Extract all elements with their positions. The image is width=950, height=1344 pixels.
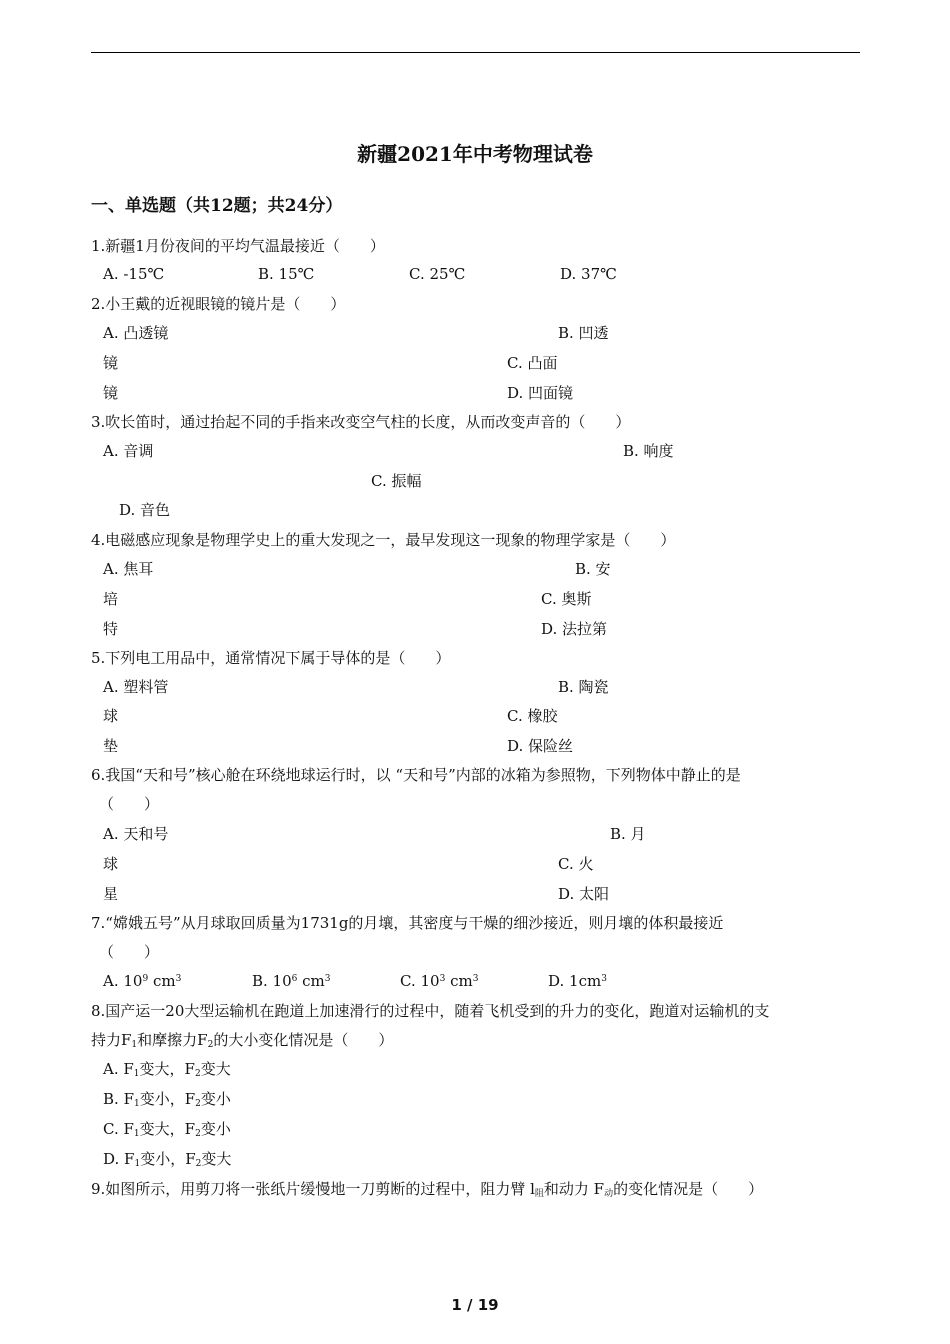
question-3-option-c: C. 振幅: [371, 472, 422, 490]
question-6-stem: 6.我国“天和号”核心舱在环绕地球运行时，以 “天和号”内部的冰箱为参照物，下列物体中静止的是: [91, 766, 741, 784]
question-4-option-c: C. 奥斯: [541, 590, 592, 608]
question-7-stem: 7.“嫦娥五号”从月球取回质量为1731g的月壤，其密度与干燥的细沙接近，则月壤的体积最接近: [91, 914, 724, 932]
page-number: 1 / 19: [451, 1296, 499, 1314]
question-6-option-b: B. 月: [610, 825, 646, 843]
question-5-option-b: B. 陶瓷: [558, 678, 609, 696]
section-heading: 一、单选题（共12题；共24分）: [91, 196, 343, 216]
question-3-stem: 3.吹长笛时，通过抬起不同的手指来改变空气柱的长度，从而改变声音的（ ）: [91, 413, 631, 431]
question-1-stem: 1.新疆1月份夜间的平均气温最接近（ ）: [91, 237, 385, 255]
question-4-option-d: D. 法拉第: [541, 620, 608, 638]
header-rule: [91, 52, 860, 53]
question-6-option-c-wrap: 星: [103, 885, 119, 903]
question-2-stem: 2.小王戴的近视眼镜的镜片是（ ）: [91, 295, 346, 313]
question-8-stem: 8.国产运一20大型运输机在跑道上加速滑行的过程中，随着飞机受到的升力的变化，跑道对运输机的支: [91, 1002, 770, 1020]
question-5-option-c-wrap: 垫: [103, 737, 119, 755]
question-5-option-a: A. 塑料管: [103, 678, 169, 696]
question-2-option-b: B. 凹透: [558, 324, 609, 342]
question-2-option-c: C. 凸面: [507, 354, 558, 372]
question-2-option-d: D. 凹面镜: [507, 384, 574, 402]
question-1-option-a: A. -15℃: [103, 265, 165, 283]
question-8-option-b: B. $F_1$变小，$F_2$变小: [103, 1090, 231, 1109]
question-5-option-b-wrap: 球: [103, 707, 119, 725]
question-4-option-c-wrap: 特: [103, 620, 119, 638]
question-6-option-d: D. 太阳: [558, 885, 610, 903]
page-title: 新疆2021年中考物理试卷: [357, 142, 593, 166]
question-7-option-b: B. $10^6$ $cm^3$: [252, 972, 331, 990]
question-1-option-c: C. 25℃: [409, 265, 466, 283]
question-8-stem-cont: 持力$F_1$和摩擦力$F_2$的大小变化情况是（ ）: [91, 1031, 394, 1050]
question-1-option-b: B. 15℃: [258, 265, 315, 283]
question-3-option-d: D. 音色: [119, 501, 171, 519]
question-7-stem-cont: （ ）: [99, 943, 160, 961]
question-2-option-b-wrap: 镜: [103, 354, 119, 372]
question-6-option-b-wrap: 球: [103, 855, 119, 873]
question-8-option-d: D. $F_1$变小，$F_2$变大: [103, 1150, 232, 1169]
question-7-option-a: A. $10^9$ $cm^3$: [103, 972, 182, 990]
question-6-stem-cont: （ ）: [99, 795, 160, 813]
question-6-option-a: A. 天和号: [103, 825, 169, 843]
question-8-option-c: C. $F_1$变大，$F_2$变小: [103, 1120, 231, 1139]
question-7-option-d: D. $1cm^3$: [548, 972, 607, 990]
question-4-option-b-wrap: 培: [103, 590, 119, 608]
question-5-option-d: D. 保险丝: [507, 737, 574, 755]
question-5-stem: 5.下列电工用品中，通常情况下属于导体的是（ ）: [91, 649, 451, 667]
question-4-option-a: A. 焦耳: [103, 560, 154, 578]
question-7-option-c: C. $10^3$ $cm^3$: [400, 972, 479, 990]
question-9-stem: 9.如图所示，用剪刀将一张纸片缓慢地一刀剪断的过程中，阻力臂 $l_阻$和动力 $F_动$的变化情况是（ ）: [91, 1180, 764, 1199]
question-5-option-c: C. 橡胶: [507, 707, 558, 725]
question-2-option-a: A. 凸透镜: [103, 324, 169, 342]
question-3-option-b: B. 响度: [623, 442, 674, 460]
question-6-option-c: C. 火: [558, 855, 594, 873]
question-2-option-c-wrap: 镜: [103, 384, 119, 402]
question-4-option-b: B. 安: [575, 560, 611, 578]
question-8-option-a: A. $F_1$变大，$F_2$变大: [103, 1060, 231, 1079]
question-3-option-a: A. 音调: [103, 442, 154, 460]
question-4-stem: 4.电磁感应现象是物理学史上的重大发现之一，最早发现这一现象的物理学家是（ ）: [91, 531, 676, 549]
question-1-option-d: D. 37℃: [560, 265, 617, 283]
